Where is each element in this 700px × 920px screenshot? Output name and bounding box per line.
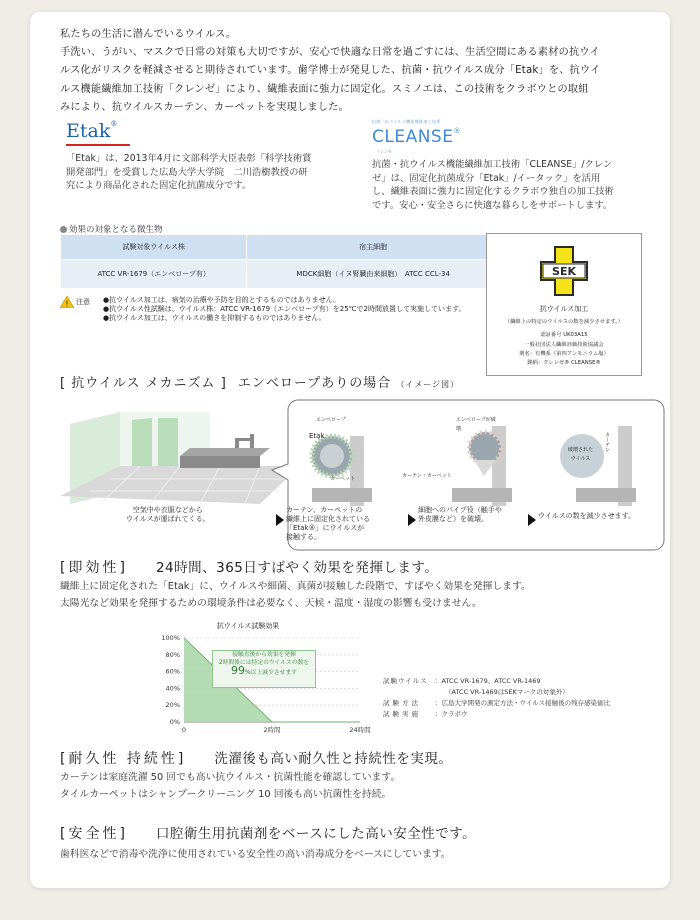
test-info-row: 試験方法 ：広島大学開発の測定方法・ウイルス接触後の残存感染価比 bbox=[383, 699, 611, 707]
durability-line: タイルカーペットはシャンプークリーニング 10 回後も高い抗菌性を持続。 bbox=[60, 789, 392, 800]
cleanse-desc-line: です。安心・安全さらに快適な暮らしをサポートします。 bbox=[372, 199, 613, 211]
chart-y-tick-label: 60% bbox=[165, 667, 180, 676]
test-info-value: （ATCC VR-1469はSEKマークの対象外） bbox=[445, 688, 569, 696]
notes bbox=[103, 296, 483, 323]
immediate-title-text: [即効性] bbox=[60, 560, 128, 576]
annotation-value: 99 bbox=[231, 664, 246, 677]
label-curtain: カーテン bbox=[604, 432, 610, 452]
test-info-value: 広島大学開発の測定方法・ウイルス接触後の残存感染価比 bbox=[441, 699, 611, 707]
cleanse-desc-line: ゼ」は、固定化抗菌成分「Etak」/イータック」を活用 bbox=[372, 172, 601, 184]
annotation-line: 接触直後から効果を発揮 bbox=[232, 652, 296, 658]
chart-y-tick-label: 80% bbox=[165, 650, 180, 659]
step1-caption-line: カーテン、カーペットの bbox=[286, 506, 363, 514]
test-info bbox=[383, 676, 610, 720]
sek-line: 銘柄：クレンゼ® CLEANSE® bbox=[527, 360, 601, 366]
sek-line: 一般社団法人繊維評価技術協議会 bbox=[524, 342, 604, 348]
durability-title-text: [耐久性 持続性] bbox=[60, 751, 187, 767]
label-carpet: カーペット bbox=[330, 476, 356, 482]
durability-lead: 洗濯後も高い耐久性と持続性を実現。 bbox=[214, 751, 453, 767]
durability-body bbox=[60, 769, 660, 803]
test-info-label: 試験実施 bbox=[383, 710, 421, 718]
label-broken-virus-line: ウイルス bbox=[570, 456, 591, 462]
chart-y-tick-label: 40% bbox=[165, 684, 180, 693]
cleanse-desc-line: し、繊維表面に強力に固定化するクラボウ独自の加工技術 bbox=[372, 186, 614, 198]
step1-caption-line: 接触する。 bbox=[286, 533, 321, 541]
sek-mark-text: SEK bbox=[552, 265, 576, 278]
annotation-line: 2時間後には特定のウイルスの数を bbox=[218, 660, 310, 666]
sek-title: 抗ウイルス加工 bbox=[539, 305, 589, 313]
chart-x-tick-label: 24時間 bbox=[349, 726, 371, 734]
step2-caption-line: 細胞へのパイプ役（触手や bbox=[418, 506, 502, 514]
sek-line: 剤名：有機系（第四アンモニウム塩） bbox=[519, 351, 609, 357]
step2-caption-line: 外皮膜など）を破壊。 bbox=[418, 515, 488, 523]
mechanism-title-bracket: [ 抗ウイルス メカニズム ] bbox=[60, 376, 227, 391]
mechanism-title bbox=[60, 372, 459, 391]
intro-line: ルス化がリスクを軽減させると期待されています。歯学博士が発見した、抗菌・抗ウイルス成分「Etak」を、抗ウイ bbox=[60, 65, 601, 77]
step1-caption bbox=[286, 506, 370, 542]
etak-logo-bar bbox=[66, 144, 130, 146]
safety-title-text: [安全性] bbox=[60, 826, 128, 842]
intro-line: ルス機能繊維加工技術「クレンゼ」により、繊維表面に強力に固定化。スミノエは、この技術をクラボウとの取組 bbox=[60, 83, 589, 95]
table-row bbox=[61, 260, 500, 289]
target-table bbox=[60, 234, 500, 289]
durability-title bbox=[60, 747, 452, 768]
chart-y-tick-label: 20% bbox=[165, 701, 180, 710]
safety-body bbox=[60, 846, 660, 863]
etak-logo-reg: ® bbox=[110, 120, 118, 128]
chart-y-tick-label: 0% bbox=[169, 718, 180, 726]
table-cell: MDCK細胞（イヌ腎臓由来細胞） ATCC CCL-34 bbox=[247, 260, 500, 289]
note-line: ●抗ウイルス加工は、病気の治療や予防を目的とするものではありません。 bbox=[103, 296, 341, 304]
chart-x-tick-label: 2時間 bbox=[263, 726, 281, 734]
immediate-title bbox=[60, 556, 438, 577]
label-envelope-broken: エンベロープが破壊 bbox=[456, 417, 496, 432]
svg-text:!: ! bbox=[65, 299, 69, 308]
step1-caption-line: 「Etak®」にウイルスが bbox=[286, 524, 365, 532]
table-header: 宿主細胞 bbox=[247, 235, 500, 260]
label-envelope: エンベロープ bbox=[316, 417, 346, 423]
chart-y-tick-label: 100% bbox=[161, 634, 180, 642]
mechanism-title-main: エンベロープありの場合 bbox=[237, 376, 392, 391]
table-cell: ATCC VR-1679（エンベロープ有） bbox=[61, 260, 247, 289]
intro-line: 手洗い、うがい、マスクで日常の対策も大切ですが、安心で快適な日常を過ごすには、生活空間にある素材の抗ウイ bbox=[60, 47, 600, 59]
sek-line: （繊維上の特定のウイルスの数を減少させます。） bbox=[504, 319, 624, 325]
cleanse-logo: CLEANSE® bbox=[372, 127, 461, 147]
bullet-icon bbox=[60, 226, 67, 233]
annotation-suffix: %以上減少させます bbox=[245, 670, 297, 676]
etak-desc-line: 「Etak」は、2013年4月に文部科学大臣表彰「科学技術賞 bbox=[66, 153, 312, 164]
sek-certificate bbox=[486, 233, 642, 376]
etak-logo-text: Etak bbox=[66, 120, 111, 142]
room-caption bbox=[126, 506, 210, 524]
room-illustration bbox=[60, 396, 300, 504]
room-caption-line: ウイルスが運ばれてくる。 bbox=[126, 515, 210, 523]
step1-caption-line: 繊維上に固定化されている bbox=[286, 515, 370, 523]
cleanse-description bbox=[372, 158, 664, 212]
step3-caption: ウイルスの数を減少させます。 bbox=[538, 512, 636, 520]
step2-caption bbox=[418, 506, 502, 524]
test-info-label: 試験ウイルス bbox=[383, 677, 428, 685]
note-line: ●抗ウイルス性試験は、ウイルス株：ATCC VR-1679（エンベロープ有）を25℃で2時間放置して実施しています。 bbox=[103, 305, 466, 313]
etak-logo bbox=[66, 120, 117, 142]
label-curtain-carpet: カーテン・カーペット bbox=[402, 473, 452, 479]
table-header-row bbox=[61, 235, 500, 260]
room-caption-line: 空気中や衣服などから bbox=[132, 506, 203, 514]
test-info-row bbox=[383, 687, 610, 698]
table-header: 試験対象ウイルス株 bbox=[61, 235, 247, 260]
immediate-line: 繊維上に固定化された「Etak」に、ウイルスや細菌、真菌が接触した段階で、すばやく効果を発揮します。 bbox=[60, 581, 531, 592]
chart-title: 抗ウイルス試験効果 bbox=[216, 622, 280, 630]
chart-x-ticks bbox=[182, 722, 371, 734]
target-heading-text: 効果の対象となる微生物 bbox=[69, 225, 163, 235]
cleanse-logo-text: CLEANSE bbox=[372, 127, 454, 147]
warning-icon bbox=[60, 296, 74, 308]
cleanse-logo-sub: クレンゼ bbox=[376, 149, 392, 154]
test-info-row: 試験実施 ：クラボウ bbox=[383, 710, 468, 718]
sek-line: 認証番号 UK03A15 bbox=[540, 332, 588, 338]
test-info-value: ATCC VR-1679、ATCC VR-1469 bbox=[441, 677, 541, 685]
durability-line: カーテンは家庭洗濯 50 回でも高い抗ウイルス・抗菌性能を確認しています。 bbox=[60, 772, 401, 783]
safety-line: 歯科医などで消毒や洗浄に使用されている安全性の高い消毒成分をベースにしています。 bbox=[60, 849, 451, 860]
label-broken-virus-line: 破壊された bbox=[568, 447, 594, 453]
safety-lead: 口腔衛生用抗菌剤をベースにした高い安全性です。 bbox=[155, 826, 477, 842]
cleanse-desc-line: 抗菌・抗ウイルス機能繊維加工技術「CLEANSE」/クレン bbox=[372, 159, 613, 170]
test-info-row: 試験ウイルス ：ATCC VR-1679、ATCC VR-1469 bbox=[383, 677, 541, 685]
safety-title bbox=[60, 822, 476, 843]
test-info-label: 試験方法 bbox=[383, 699, 421, 707]
etak-desc-line: 究により商品化された固定化抗菌成分です。 bbox=[66, 180, 252, 192]
test-info-value: クラボウ bbox=[441, 710, 468, 718]
mechanism-title-note: （イメージ図） bbox=[396, 380, 460, 389]
immediate-body bbox=[60, 578, 660, 612]
cleanse-logo-top: 抗菌・抗ウイルス機能繊維加工技術 bbox=[372, 119, 441, 124]
chart-y-ticks bbox=[161, 634, 180, 726]
immediate-lead: 24時間、365日すばやく効果を発揮します。 bbox=[155, 560, 439, 576]
sek-mark-icon bbox=[540, 246, 588, 296]
immediate-line: 太陽光など効果を発揮するための環境条件は必要なく、天候・温度・湿度の影響も受けません。 bbox=[60, 598, 482, 609]
content-card bbox=[30, 12, 670, 888]
label-etak: Etak bbox=[309, 432, 325, 440]
intro-text bbox=[60, 26, 650, 117]
chart-x-tick-label: 0 bbox=[181, 726, 187, 734]
etak-description bbox=[66, 152, 356, 193]
chart-annotation bbox=[212, 650, 316, 688]
note-line: ●抗ウイルス加工は、ウイルスの働きを抑制するものではありません。 bbox=[103, 314, 326, 322]
note-label: 注意 bbox=[76, 298, 90, 306]
etak-desc-line: 開発部門」を受賞した広島大学大学院 二川浩樹教授の研 bbox=[66, 166, 308, 178]
label-broken-virus bbox=[568, 446, 593, 464]
intro-line: 私たちの生活に潜んでいるウイルス。 bbox=[60, 29, 237, 40]
intro-line: みにより、抗ウイルスカーテン、カーペットを実現しました。 bbox=[60, 101, 349, 113]
